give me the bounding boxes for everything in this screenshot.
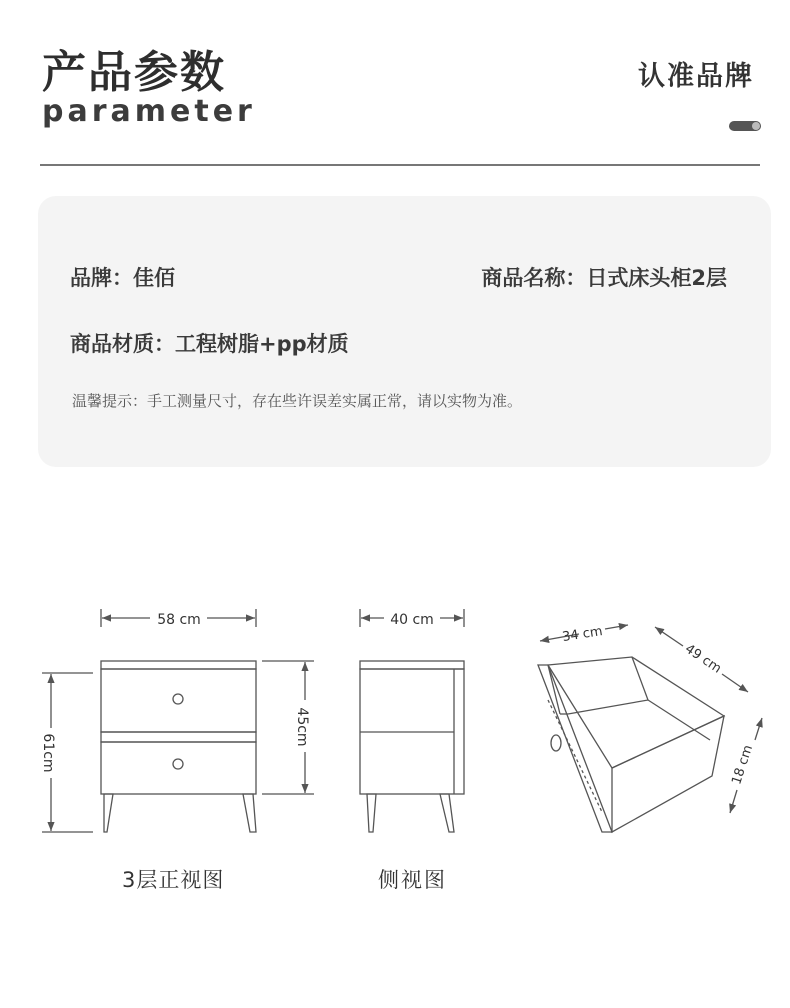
dimension-drawings (0, 580, 790, 850)
material-row (70, 328, 349, 358)
side-view (360, 609, 464, 832)
brand-tag: 认准品牌 (638, 61, 754, 92)
measurement-note: 温馨提示：手工测量尺寸，存在些许误差实属正常，请以实物为准。 (72, 392, 523, 410)
front-total-height-label: 61cm (40, 733, 56, 773)
toggle-indicator-icon (729, 121, 761, 131)
drawer-width-label: 34 cm (561, 623, 604, 646)
material-label: 商品材质： (70, 332, 175, 356)
front-width-label: 58 cm (157, 612, 201, 628)
brand-value: 佳佰 (133, 266, 175, 290)
drawer-depth-label: 49 cm (681, 641, 724, 677)
product-name-row (481, 262, 727, 292)
info-card (38, 196, 771, 467)
side-depth-label: 40 cm (390, 612, 434, 628)
page-subtitle: parameter (42, 94, 256, 129)
drawer-perspective (538, 625, 762, 832)
front-view-caption: 3层正视图 (122, 868, 225, 892)
drawer-height-label: 18 cm (729, 743, 757, 787)
page-title: 产品参数 (42, 47, 226, 98)
front-body-height-label: 45cm (294, 707, 310, 747)
material-value: 工程树脂+pp材质 (175, 332, 349, 356)
side-view-caption: 侧视图 (378, 868, 447, 892)
product-name-label: 商品名称： (481, 266, 587, 290)
product-name-value: 日式床头柜2层 (586, 266, 727, 290)
header-divider (40, 164, 760, 166)
brand-row (70, 262, 175, 292)
front-view (42, 609, 314, 832)
brand-label: 品牌： (70, 266, 133, 290)
